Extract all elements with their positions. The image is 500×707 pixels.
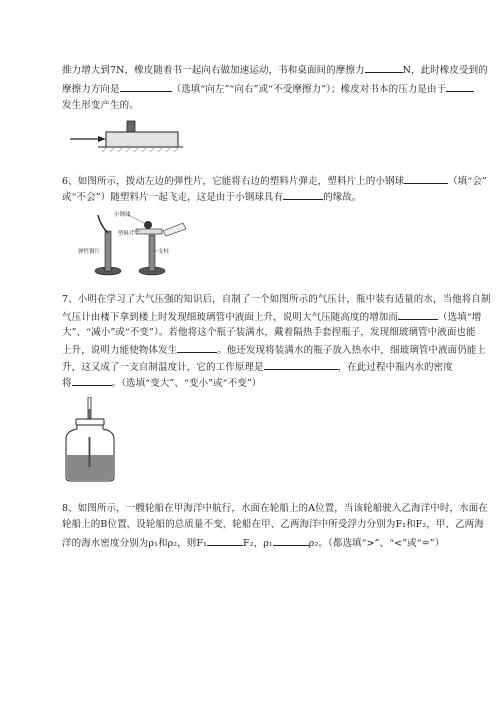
q7-text: 气压计由楼下拿到楼上时发现细玻璃管中液面上升，说明大气压随高度的增加而 [62, 312, 399, 323]
deform-blank[interactable] [177, 343, 217, 353]
q5-text: 摩擦力方向是 [62, 84, 120, 95]
q7-text: 升，这又成了一支自制温度计，它的工作原理是 [62, 362, 264, 373]
density-blank[interactable] [72, 376, 112, 386]
q8-line3 [62, 536, 444, 550]
q5-text: 推力增大到7N，橡皮随着书一起向右做加速运动，书和桌面间的摩擦力 [62, 65, 365, 76]
q5-line3 [62, 100, 139, 112]
direction-blank[interactable] [120, 82, 172, 92]
q7-line1 [62, 294, 491, 306]
q7-line2 [62, 310, 481, 324]
q6-text: （填“会” [448, 176, 487, 187]
q7-text: 上升，说明力能使物体发生 [62, 345, 178, 356]
deformation-blank[interactable] [446, 82, 474, 92]
label-stand: 支柱 [158, 249, 170, 255]
q8-line1 [62, 503, 488, 515]
q7-text: 。（选填“变大”、“变小”或“不变”） [111, 378, 262, 389]
density-compare-blank[interactable] [273, 536, 309, 546]
label-ball: 小钢球 [114, 212, 131, 218]
q5-text: N，此时橡皮受到的 [402, 65, 488, 76]
q8-text: ρ₂。（都选填“>”、“<”或“=”） [308, 538, 445, 549]
q5-text: 发生形变产生的。 [62, 100, 139, 111]
q8-text: F₂，ρ₁ [243, 538, 273, 549]
buoyancy-blank[interactable] [207, 536, 243, 546]
barometer-bottle-figure [60, 397, 120, 485]
q7-line5 [62, 360, 453, 374]
book-eraser-figure [68, 118, 183, 158]
q7-text: （选填“增 [438, 312, 482, 323]
q6-text: 的缘故。 [323, 192, 362, 203]
friction-blank[interactable] [365, 63, 403, 73]
pressure-blank[interactable] [398, 310, 438, 320]
q6-text: 6、如图所示，拨动左边的弹性片，它能将右边的塑料片弹走，塑料片上的小钢球 [62, 176, 405, 187]
q8-text: 轮船上的B位置，设轮船的总质量不变，轮船在甲、乙两海洋中所受浮力分别为F₁和F₂，甲、乙两海 [62, 519, 484, 530]
q5-line2 [62, 82, 474, 96]
q8-text: 洋的海水密度分别为ρ₁和ρ₂，则F₁ [62, 538, 207, 549]
q6-line2 [62, 190, 362, 204]
inertia-blank[interactable] [283, 190, 323, 200]
q5-text: （选填“向左”“向右”或“不受摩擦力”）；橡皮对书本的压力是由于 [171, 84, 447, 95]
q8-text: 8、如图所示，一艘轮船在甲海洋中航行，水面在轮船上的A位置，当该轮船驶入乙海洋中时，水面在 [62, 503, 488, 514]
q5-line1 [62, 63, 488, 77]
q7-line3 [62, 327, 476, 339]
q7-text: 7、小明在学习了大气压强的知识后，自制了一个如图所示的气压计，瓶中装有适量的水，当他将自制 [62, 294, 491, 305]
q8-line2 [62, 519, 484, 531]
q6-text: 或“不会”）随塑料片一起飞走，这是由于小钢球具有 [62, 192, 284, 203]
q7-text: 。他还发现将装满水的瓶子放入热水中，细玻璃管中液面仍能上 [217, 345, 487, 356]
q7-text: 将 [62, 378, 72, 389]
q7-line6 [62, 376, 261, 390]
q6-line1 [62, 174, 487, 188]
q7-line4 [62, 343, 486, 357]
label-plastic: 塑料片 [118, 231, 135, 237]
will-fly-blank[interactable] [404, 174, 448, 184]
label-elastic: 弹性钢片 [78, 249, 101, 255]
elastic-strip-figure [78, 209, 193, 279]
q7-text: 大”、“减小”或“不变”）。若他将这个瓶子装满水，戴着隔热手套捏瓶子，发现细玻璃管中液面也能 [62, 327, 476, 338]
q7-text: ，在此过程中瓶内水的密度 [337, 362, 453, 373]
principle-blank[interactable] [264, 360, 338, 370]
